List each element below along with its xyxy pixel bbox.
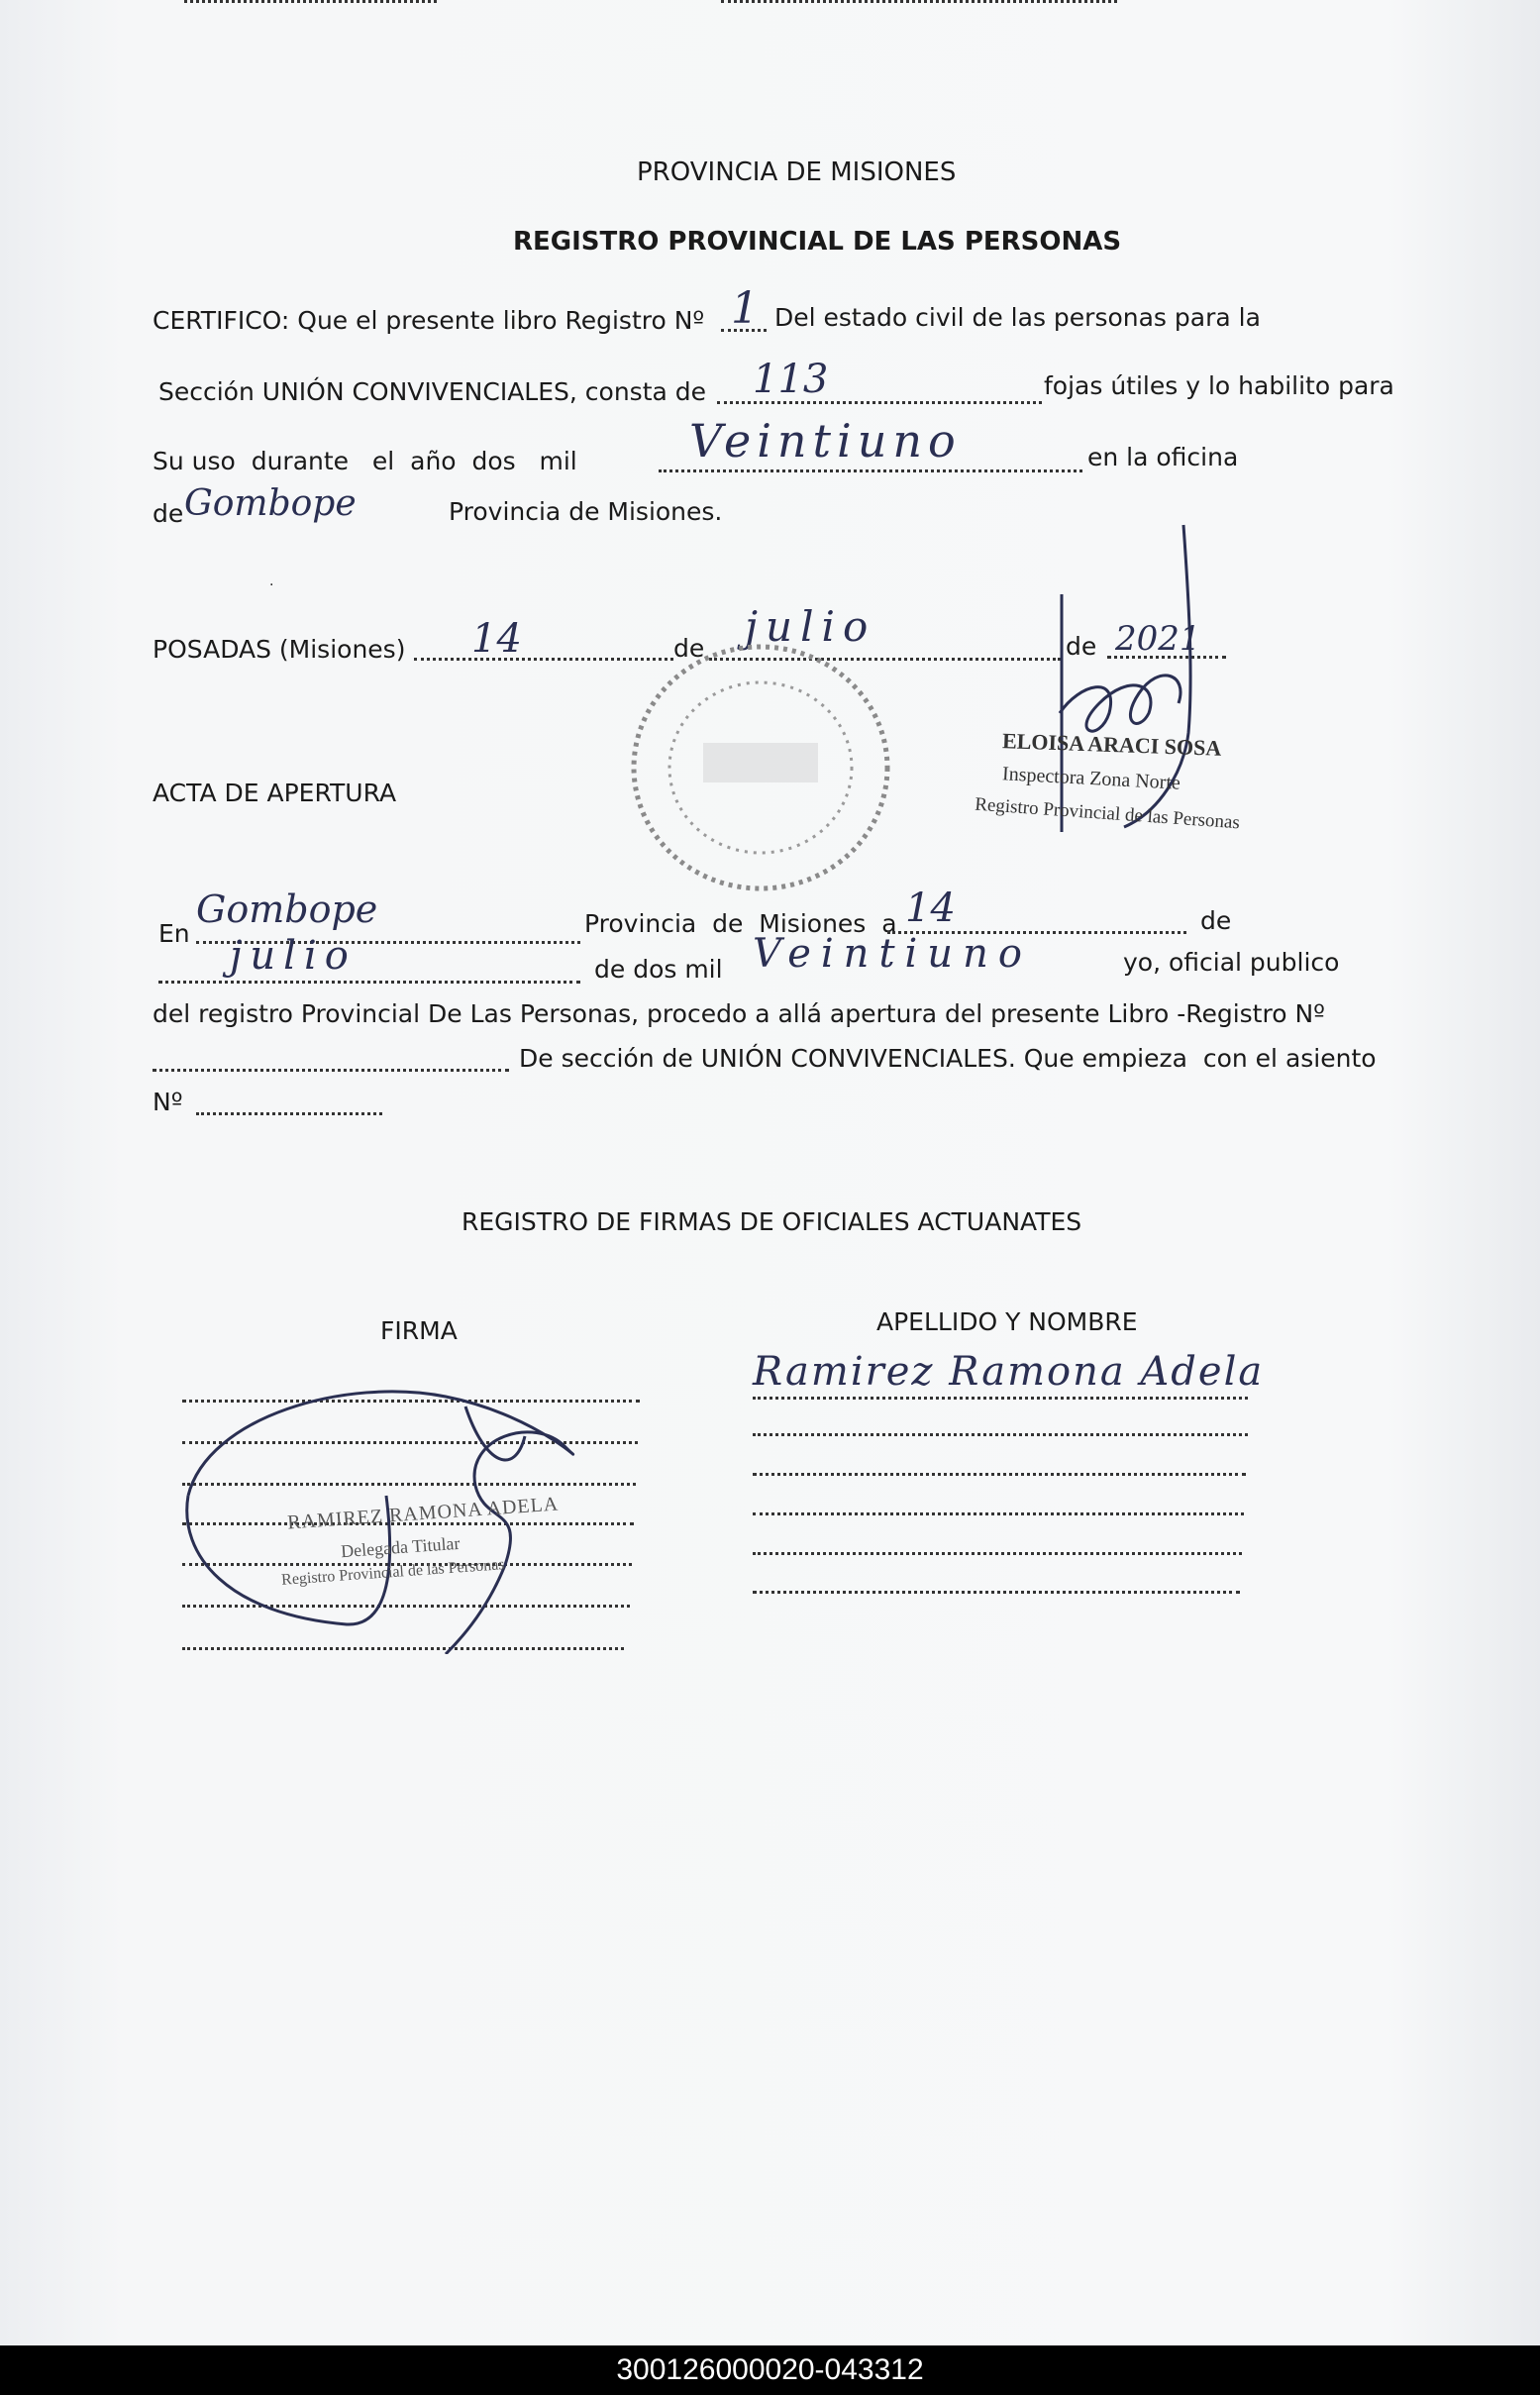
- cert-line2-pre: Sección UNIÓN CONVIVENCIALES, consta de: [158, 377, 707, 406]
- acta-line1-mid: Provincia de Misiones a: [584, 909, 897, 938]
- firma-column-header: FIRMA: [380, 1316, 458, 1345]
- cert-line1-pre: CERTIFICO: Que el presente libro Registro Nº: [153, 306, 705, 335]
- acta-line1-de: de: [1200, 906, 1232, 935]
- cert-line2-post: fojas útiles y lo habilito para: [1044, 371, 1394, 400]
- delegate-stamp-org: Registro Provincial de las Personas: [280, 1556, 506, 1589]
- registry-heading: REGISTRO PROVINCIAL DE LAS PERSONAS: [513, 227, 1122, 257]
- cert-line3-pre: Su uso durante el año dos mil: [153, 447, 577, 475]
- nombre-line: [753, 1433, 1248, 1436]
- cert-folios-hw: 113: [753, 357, 829, 402]
- acta-line5: Nº: [153, 1088, 183, 1116]
- de-label-2: de: [1066, 632, 1097, 661]
- de-label-1: de: [673, 634, 705, 663]
- month-hw: julio: [745, 602, 876, 651]
- document-id-footer: 300126000020-043312: [0, 2345, 1540, 2395]
- province-heading: PROVINCIA DE MISIONES: [637, 157, 957, 187]
- cert-office-dots: [184, 0, 437, 3]
- acta-entry-dots: [196, 1112, 382, 1115]
- cert-year-dots: [659, 469, 1082, 472]
- cert-year-hw: Veintiuno: [689, 414, 962, 468]
- officer-name-hw: Ramirez Ramona Adela: [753, 1349, 1265, 1395]
- acta-year-hw: Veintiuno: [753, 931, 1032, 977]
- acta-line2-post: yo, oficial publico: [1123, 948, 1340, 977]
- acta-register-dots: [153, 1069, 509, 1072]
- acta-year-dots: [721, 0, 1117, 3]
- cert-book-number-hw: 1: [731, 283, 759, 334]
- acta-title: ACTA DE APERTURA: [153, 779, 397, 807]
- signatures-title: REGISTRO DE FIRMAS DE OFICIALES ACTUANATES: [462, 1207, 1082, 1236]
- inspector-stamp-name: ELOISA ARACI SOSA: [1001, 728, 1222, 761]
- nombre-line: [753, 1552, 1242, 1555]
- cert-line4-post: Provincia de Misiones.: [449, 497, 723, 526]
- nombre-column-header: APELLIDO Y NOMBRE: [876, 1307, 1138, 1336]
- inspector-stamp-role: Inspectora Zona Norte: [1001, 763, 1181, 794]
- acta-line3: del registro Provincial De Las Personas, procedo a allá apertura del presente Libro -Registro Nº: [153, 999, 1325, 1028]
- cert-office-hw: Gombope: [184, 483, 357, 524]
- city-label: POSADAS (Misiones): [153, 635, 406, 664]
- acta-day-hw: 14: [905, 885, 956, 931]
- nombre-line: [753, 1473, 1246, 1476]
- acta-office-hw: Gombope: [196, 887, 378, 931]
- nombre-line: [753, 1512, 1244, 1515]
- delegate-stamp-name: RAMIREZ RAMONA ADELA: [286, 1493, 560, 1534]
- cert-line1-post: Del estado civil de las personas para la: [774, 303, 1261, 332]
- inspector-stamp-org: Registro Provincial de las Personas: [974, 793, 1241, 834]
- round-seal: [612, 634, 909, 901]
- acta-month-hw: julio: [230, 933, 357, 979]
- nombre-line: [753, 1397, 1248, 1400]
- day-hw: 14: [471, 616, 522, 662]
- acta-line4: De sección de UNIÓN CONVIVENCIALES. Que empieza con el asiento: [519, 1044, 1377, 1073]
- nombre-line: [753, 1591, 1240, 1594]
- stray-dot: ·: [269, 577, 274, 593]
- acta-line1-en: En: [158, 919, 190, 948]
- cert-line3-post: en la oficina: [1087, 443, 1239, 471]
- delegate-stamp-role: Delegada Titular: [340, 1532, 462, 1562]
- year-hw: 2021: [1115, 619, 1201, 659]
- acta-month-dots: [158, 981, 580, 984]
- acta-line2-mid: de dos mil: [594, 955, 723, 984]
- cert-line4-pre: de: [153, 499, 184, 528]
